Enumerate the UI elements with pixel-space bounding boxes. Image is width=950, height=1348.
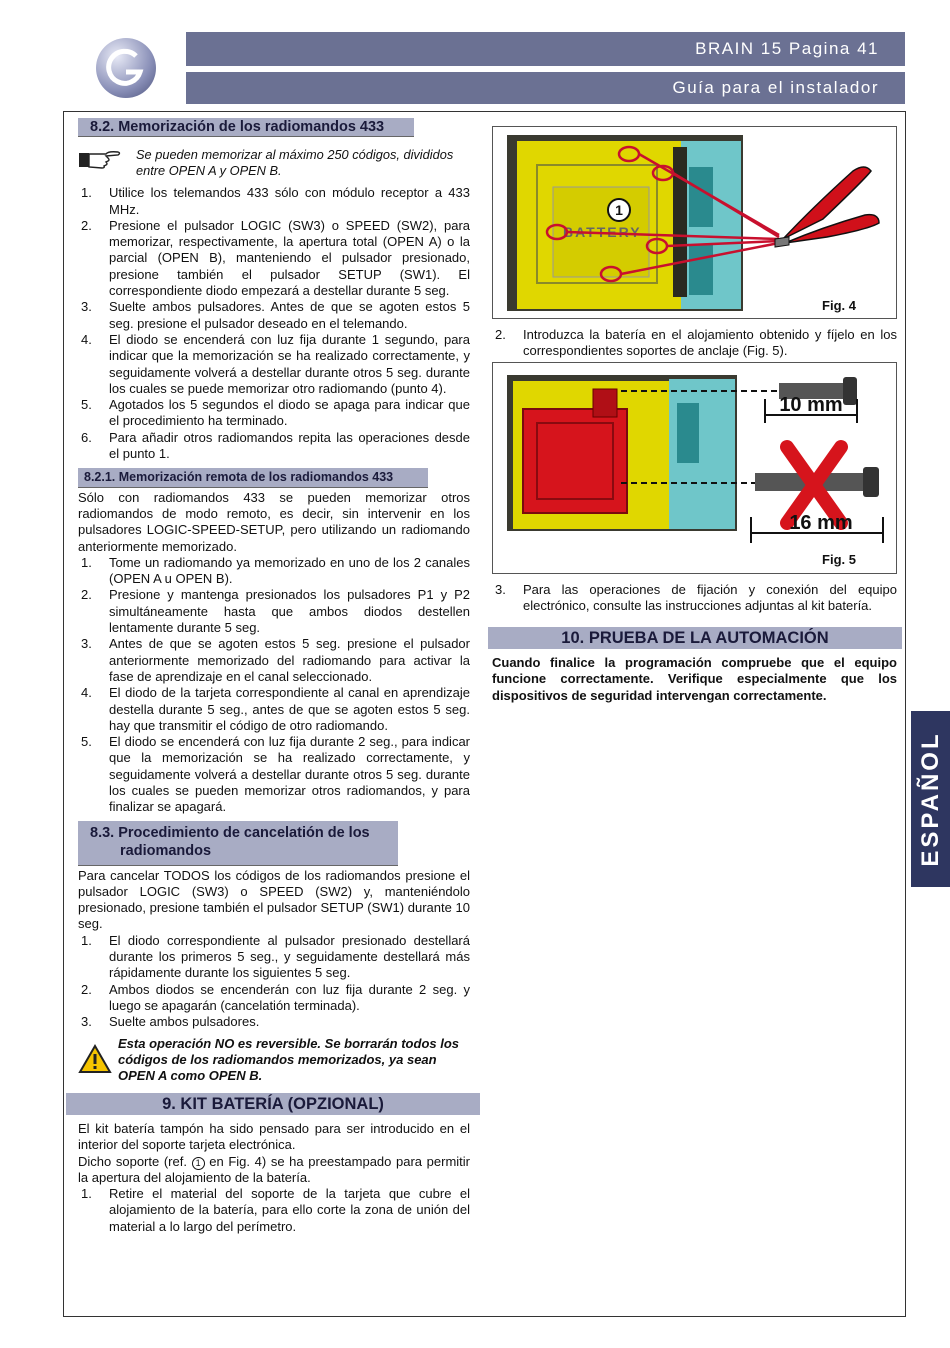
list-number: 4. bbox=[81, 331, 92, 347]
list-number: 4. bbox=[81, 685, 92, 701]
list-number: 1. bbox=[81, 185, 92, 201]
list-number: 1. bbox=[81, 554, 92, 570]
section-10-header bbox=[488, 627, 902, 649]
right-list-3 bbox=[492, 582, 897, 615]
screw-length-illustration bbox=[493, 363, 896, 573]
list-text: El diodo de la tarjeta correspondiente al canal en aprendizaje destella durante 5 seg., antes de que se agoten estos 5 seg. hay que transmitir el código de otro radiomando. bbox=[109, 685, 470, 733]
list-text: Suelte ambos pulsadores. Antes de que se agoten estos 5 seg. presione el pulsador deseado en el telemando. bbox=[109, 299, 470, 331]
list-text: El diodo correspondiente al pulsador presionado destellará durante los primeros 5 seg., y seguidamente destellará más rápidamente durante los siguientes 5 seg. bbox=[109, 932, 470, 981]
list-number: 5. bbox=[81, 397, 92, 413]
note-text: Se pueden memorizar al máximo 250 códigos, divididos entre OPEN A y OPEN B. bbox=[136, 147, 454, 179]
list-number: 1. bbox=[81, 932, 92, 948]
right-list-2 bbox=[492, 327, 897, 360]
warning-block bbox=[78, 1036, 470, 1085]
left-column bbox=[78, 118, 470, 1098]
list-number: 3. bbox=[81, 299, 92, 315]
list-item bbox=[78, 1186, 470, 1235]
list-number: 2. bbox=[81, 217, 92, 233]
fig4-label: Fig. 4 bbox=[822, 297, 856, 313]
list-item bbox=[78, 933, 470, 982]
list-text: Antes de que se agoten estos 5 seg. presione el pulsador anteriormente memorizado del radiomando para activar la fase de aprendizaje en el canal seleccionado. bbox=[109, 636, 470, 684]
list-item bbox=[78, 430, 470, 463]
section-10-text: Cuando finalice la programación compruebe que el equipo funcione correctamente. Verifique especialmente que los dispositivos de seguridad intervengan correctamente. bbox=[492, 655, 897, 703]
list-item bbox=[78, 332, 470, 397]
svg-text:10 mm: 10 mm bbox=[779, 393, 843, 416]
list-text: Retire el material del soporte de la tarjeta que cubre el alojamiento de la batería, para ello corte la zona de unión del material a lo largo del perímetro. bbox=[109, 1186, 470, 1234]
header-subtitle: Guía para el instalador bbox=[186, 72, 905, 104]
figure-5 bbox=[492, 362, 897, 574]
list-item bbox=[78, 734, 470, 815]
list-text: Utilice los telemandos 433 sólo con módulo receptor a 433 MHz. bbox=[109, 185, 470, 217]
section-9-p2: Dicho soporte (ref. 1 en Fig. 4) se ha preestampado para permitir la apertura del alojamiento de la batería. bbox=[78, 1153, 470, 1185]
figure-4 bbox=[492, 126, 897, 319]
list-item bbox=[78, 397, 470, 430]
section-9-title: 9. KIT BATERÍA (OPZIONAL) bbox=[66, 1093, 480, 1115]
header-title: BRAIN 15 Pagina 41 bbox=[186, 32, 905, 66]
section-9-p1: El kit batería tampón ha sido pensado para ser introducido en el interior del soporte tarjeta electrónica. bbox=[78, 1121, 470, 1153]
list-item bbox=[78, 299, 470, 332]
list-item bbox=[78, 218, 470, 299]
list-item bbox=[78, 685, 470, 734]
section-9-body bbox=[78, 1121, 470, 1235]
list-item: 2. Introduzca la batería en el alojamiento obtenido y fíjelo en los correspondientes soportes de anclaje (Fig. 5). bbox=[495, 327, 897, 359]
pointing-hand-icon bbox=[78, 147, 136, 179]
warning-text: Esta operación NO es reversible. Se borrarán todos los códigos de los radiomandos memorizados, ya sean OPEN A como OPEN B. bbox=[118, 1035, 460, 1084]
list-text: Presione el pulsador LOGIC (SW3) o SPEED (SW2), para memorizar, respectivamente, la apertura total (OPEN A) o la parcial (OPEN B), manteniendo el pulsador presionado, presione también el pulsador SETUP (SW1). El correspondiente diodo empezará a destellar durante 5 seg. bbox=[109, 217, 470, 299]
section-8-3-title: 8.3. Procedimiento de cancelatión de los radiomandos bbox=[78, 821, 398, 866]
battery-holder-illustration bbox=[493, 127, 896, 318]
list-text: Para añadir otros radiomandos repita las operaciones desde el punto 1. bbox=[109, 429, 470, 462]
list-item bbox=[78, 982, 470, 1015]
list-item bbox=[78, 636, 470, 685]
section-8-2-1-title: 8.2.1. Memorización remota de los radiomandos 433 bbox=[78, 468, 428, 487]
list-text: Agotados los 5 segundos el diodo se apaga para indicar que el procedimiento ha terminado. bbox=[109, 397, 470, 429]
right-column bbox=[492, 126, 897, 614]
section-8-2-title: 8.2. Memorización de los radiomandos 433 bbox=[78, 118, 414, 137]
list-item bbox=[78, 555, 470, 588]
language-tab: ESPAÑOL bbox=[911, 711, 950, 887]
list-8-2-1 bbox=[78, 555, 470, 816]
list-item: 3. Para las operaciones de fijación y conexión del equipo electrónico, consulte las instrucciones adjuntas al kit batería. bbox=[495, 581, 897, 613]
list-text: El diodo se encenderá con luz fija durante 2 seg., para indicar que la memorización se ha realizado correctamente, y seguidamente volverá a destellar durante otros 5 seg. durante los cuales se pueden memorizar otros radiomandos, y para finalizar se apagará. bbox=[109, 734, 470, 815]
list-number: 3. bbox=[81, 636, 92, 652]
list-number: 6. bbox=[81, 429, 92, 445]
list-text: Suelte ambos pulsadores. bbox=[109, 1014, 260, 1030]
fig5-label: Fig. 5 bbox=[822, 552, 856, 568]
section-10-title: 10. PRUEBA DE LA AUTOMACIÓN bbox=[488, 627, 902, 649]
list-text: Tome un radiomando ya memorizado en uno de los 2 canales (OPEN A u OPEN B). bbox=[109, 554, 470, 587]
section-9-header bbox=[66, 1093, 480, 1115]
list-9 bbox=[78, 1186, 470, 1235]
list-text: Ambos diodos se encenderán con luz fija durante 2 seg. y luego se apagarán (cancelatión terminada). bbox=[109, 981, 470, 1013]
pliers-icon bbox=[775, 167, 879, 247]
list-number: 2. bbox=[81, 981, 92, 997]
list-number: 1. bbox=[81, 1186, 92, 1202]
note bbox=[78, 147, 470, 179]
warning-icon bbox=[78, 1036, 118, 1085]
list-8-3 bbox=[78, 933, 470, 1031]
list-item bbox=[78, 1014, 470, 1030]
section-8-3-intro: Para cancelar TODOS los códigos de los radiomandos presione el pulsador LOGIC (SW3) o SPEED (SW2) y, manteniéndolo presionado, presione también el pulsador SETUP (SW1) durante 10 seg. bbox=[78, 867, 470, 932]
list-number: 3. bbox=[81, 1014, 92, 1030]
svg-text:BATTERY: BATTERY bbox=[563, 224, 642, 240]
section-10-body bbox=[492, 655, 897, 704]
list-number: 5. bbox=[81, 734, 92, 750]
list-text: Presione y mantenga presionados los pulsadores P1 y P2 simultáneamente hasta que ambos diodos destellen lentamente durante 5 seg. bbox=[109, 587, 470, 636]
svg-text:1: 1 bbox=[615, 202, 623, 218]
list-item bbox=[78, 185, 470, 218]
svg-text:16 mm: 16 mm bbox=[789, 511, 853, 534]
section-8-2-1-intro: Sólo con radiomandos 433 se pueden memorizar otros radiomandos de modo remoto, es decir, sin intervenir en los pulsadores LOGIC-SPEED-SETUP, pero utilizando un radiomando anteriormente memorizado. bbox=[78, 489, 470, 554]
brand-logo bbox=[96, 38, 156, 98]
list-8-2 bbox=[78, 185, 470, 462]
list-number: 2. bbox=[81, 587, 92, 603]
list-item bbox=[78, 587, 470, 636]
list-text: El diodo se encenderá con luz fija durante 1 segundo, para indicar que la memorización se ha realizado correctamente, y seguidamente volverá a destellar durante otros 5 seg. durante los cuales se puede memorizar otro radiomando (punto 4). bbox=[109, 331, 470, 396]
